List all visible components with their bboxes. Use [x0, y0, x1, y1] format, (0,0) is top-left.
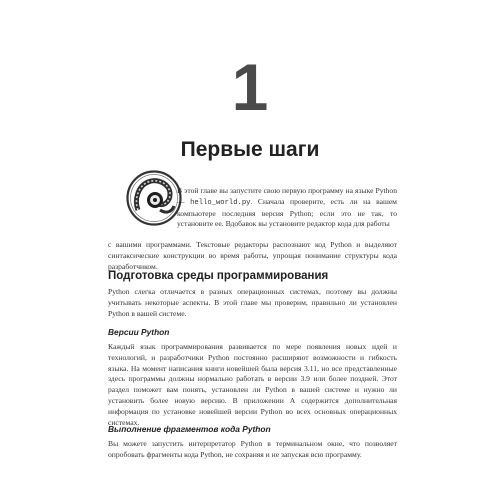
chapter-title: Первые шаги: [180, 138, 320, 161]
intro-text-after-code: . Сначала проверите, есть ли на вашем компьютере последняя версия Python; если это не так, то установите ее. Вдобавок вы установите редактор кода для работы: [177, 196, 397, 229]
intro-paragraph: [177, 186, 397, 230]
inline-code-filename: hello_world.py: [190, 198, 251, 207]
intro-text-before-code: В этой главе вы запустите свою первую программу на языке Python —: [177, 186, 397, 206]
intro-paragraph-continuation: с вашими программами. Текстовые редакторы распознают код Python и выделяют синтаксические конструкции во время работы, упрощая понимание структуры кода разработчиком.: [108, 240, 397, 271]
section-heading: Подготовка среды программирования: [108, 270, 329, 282]
section-paragraph: Python слегка отличается в разных операционных системах, поэтому вы должны учитывать некоторые аспекты. В этой главе мы проверим, правильно ли установлен Python в вашей системе.: [108, 287, 397, 318]
subsection-paragraph-versions: Каждый язык программирования развивается по мере появления новых идей и технологий, и разработчики Python постоянно расширяют возможности и гибкость языка. На момент написания книги новейшей была версия 3.11, но все представленные здесь программы должны нормально работать в версии 3.9 или более поздней. Этот раздел поможет вам понять, установлен ли Python в вашей системе и нужно ли установить более новую версию. В приложении А содержится дополнительная информация по установке новейшей версии Python во всех основных операционных системах.: [108, 342, 397, 427]
subsection-paragraph-snippets: Вы можете запустить интерпретатор Python в терминальном окне, что позволяет опробовать фрагменты кода Python, не сохраняя и не запуская всю программу.: [108, 439, 397, 459]
python-snake-emblem-icon: [126, 170, 182, 226]
chapter-number: 1: [231, 50, 269, 124]
subsection-heading-snippets: Выполнение фрагментов кода Python: [108, 424, 271, 434]
subsection-heading-versions: Версии Python: [108, 327, 170, 337]
